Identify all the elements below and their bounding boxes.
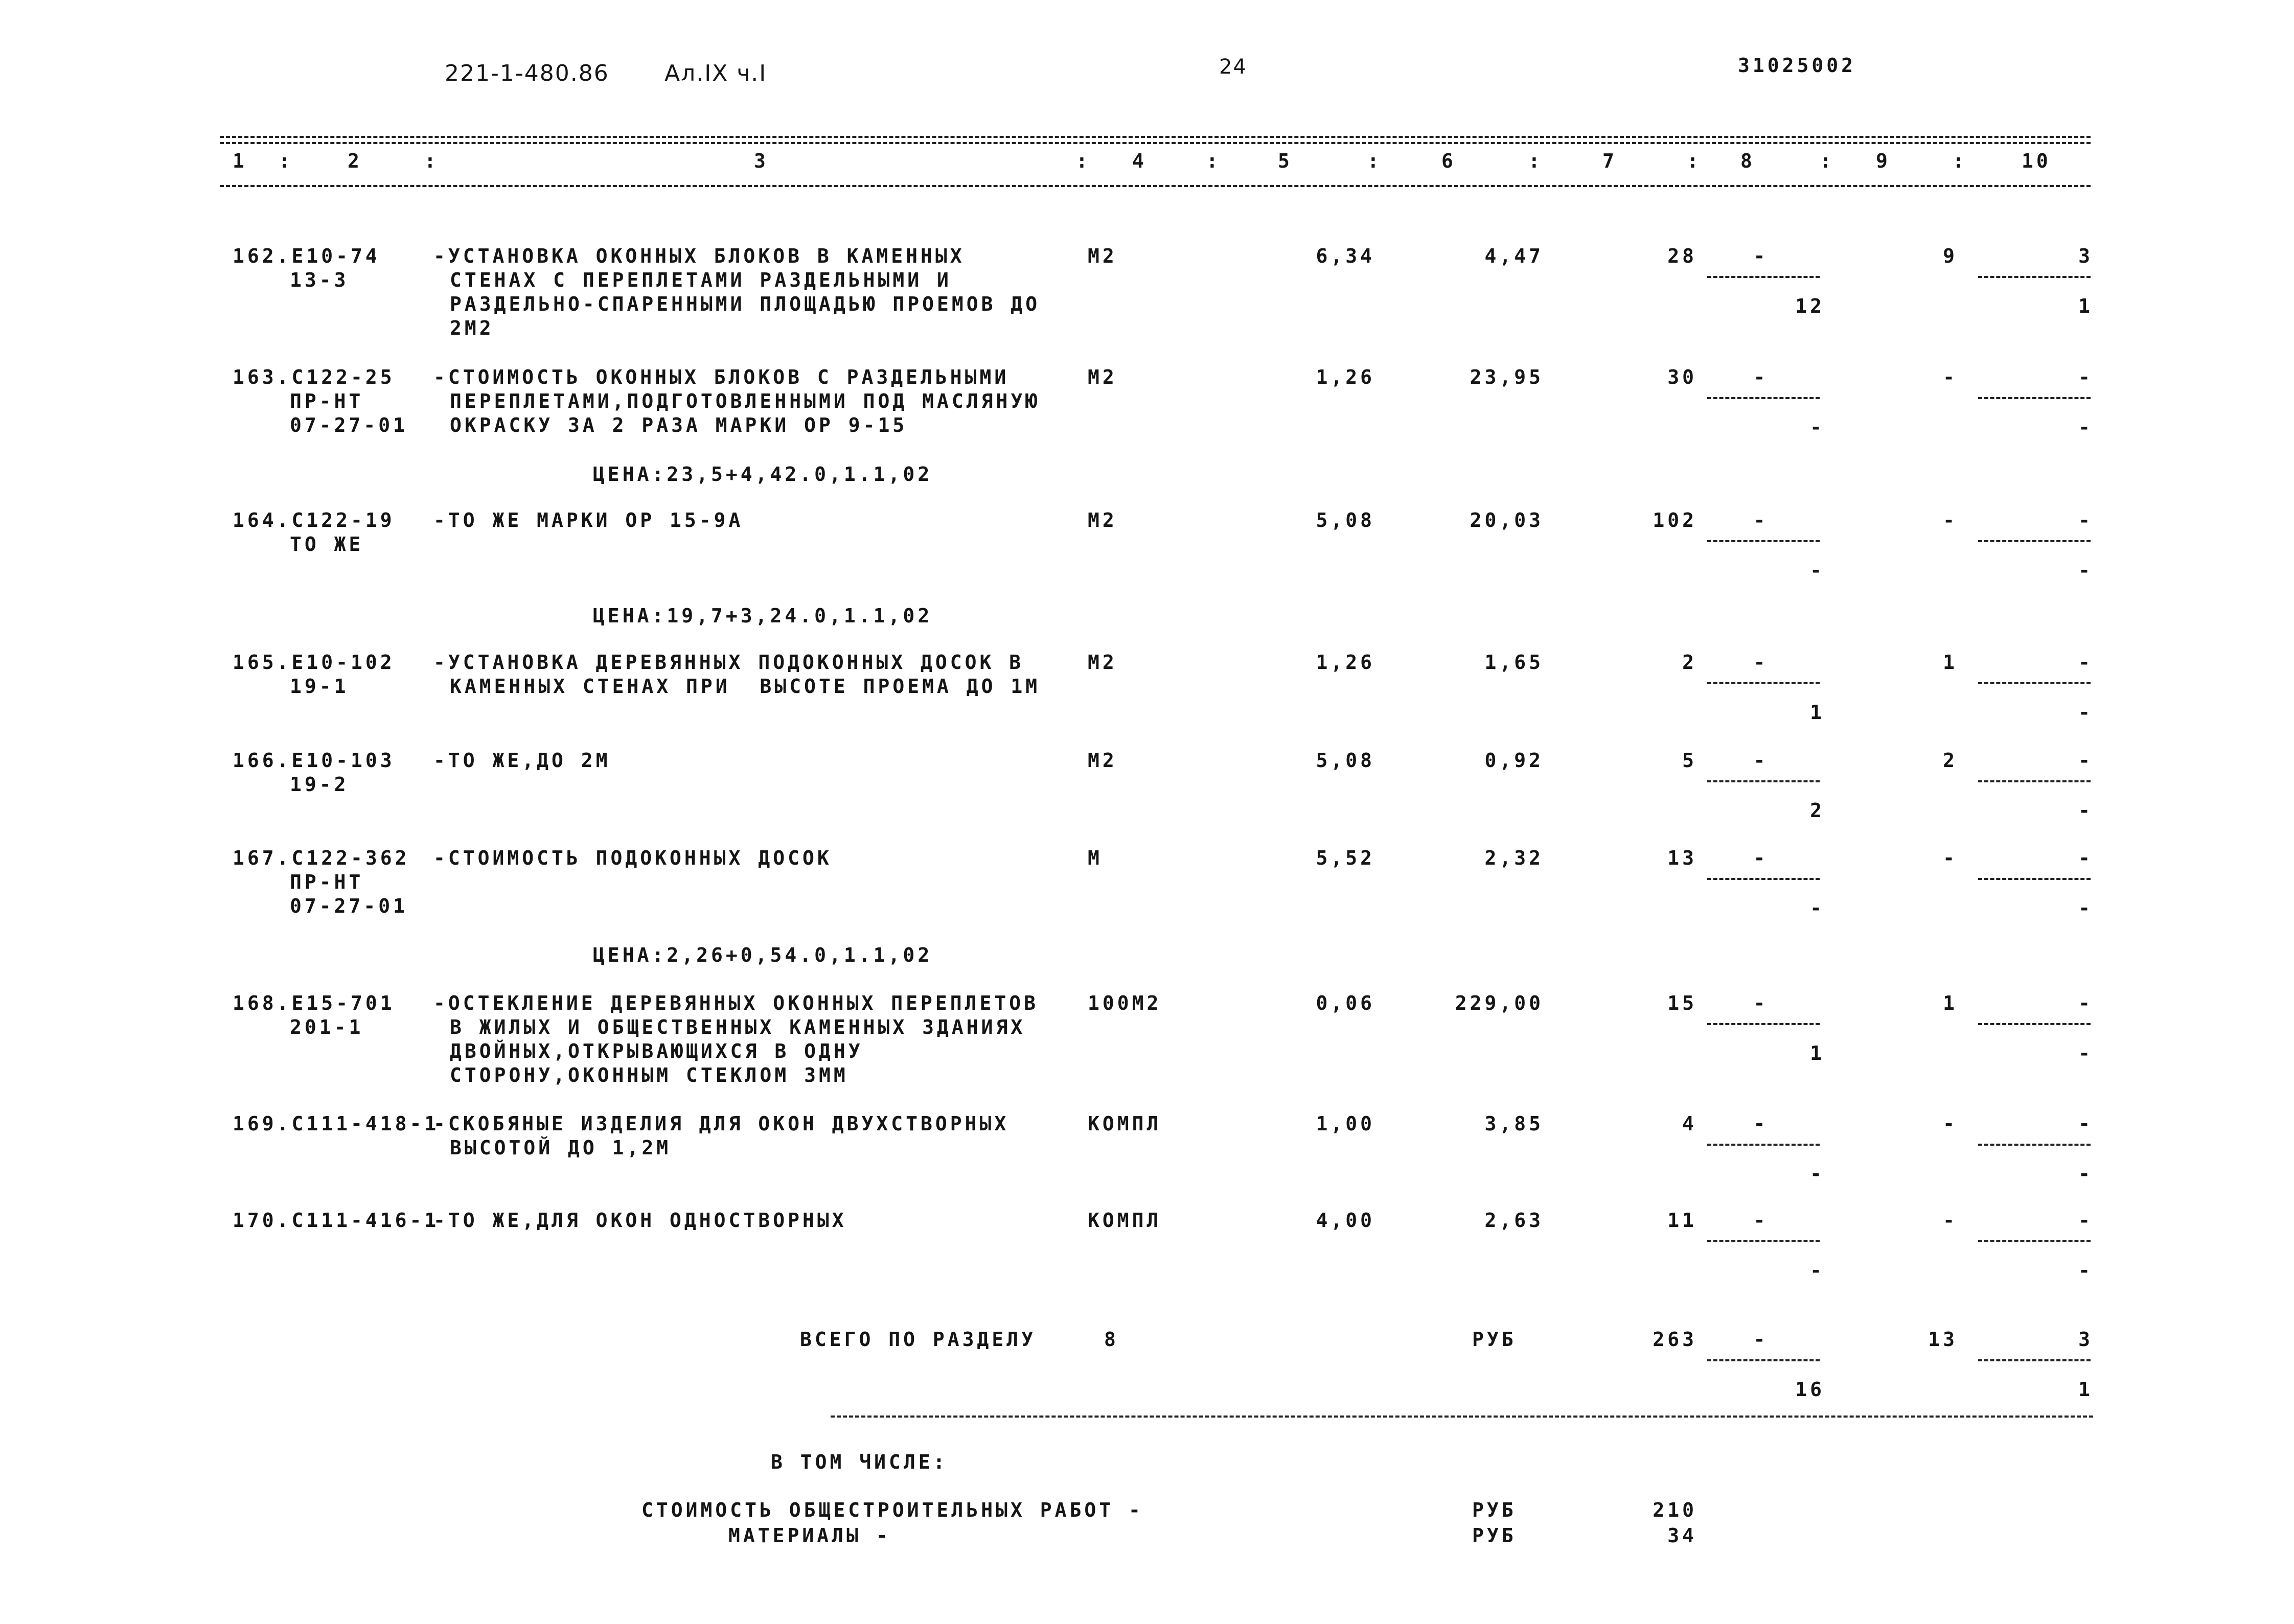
row-total: 2 (1682, 651, 1697, 674)
row-description: СТЕНАХ С ПЕРЕПЛЕТАМИ РАЗДЕЛЬНЫМИ И (450, 269, 952, 291)
row-col10-rule (1978, 397, 2091, 399)
row-col8-bottom: 12 (1795, 295, 1825, 317)
row-description: -ТО ЖЕ МАРКИ ОР 15-9А (433, 509, 744, 531)
total-sum: 263 (1653, 1328, 1697, 1351)
row-col10-bottom: - (2078, 416, 2093, 438)
row-unit-price: 0,92 (1484, 749, 1544, 772)
row-col8-rule (1707, 1144, 1820, 1146)
header-bottom-rule (220, 185, 2091, 187)
row-code: 13-3 (290, 269, 349, 291)
row-col10-rule (1978, 1240, 2091, 1242)
row-unit-price: 2,32 (1484, 847, 1544, 869)
row-quantity: 5,52 (1316, 847, 1375, 869)
including-label: В ТОМ ЧИСЛЕ: (771, 1451, 948, 1473)
column-separator: : (424, 150, 439, 172)
row-col10-bottom: - (2078, 799, 2093, 822)
column-separator: : (1953, 150, 1967, 172)
row-col10-top: - (2078, 1209, 2093, 1232)
row-col10-bottom: - (2078, 701, 2093, 724)
row-unit-price: 23,95 (1470, 366, 1544, 388)
row-col8-bottom: - (1810, 1163, 1825, 1185)
row-price-note: ЦЕНА:19,7+3,24.0,1.1,02 (593, 605, 933, 627)
row-col10-rule (1978, 682, 2091, 684)
row-description: -СТОИМОСТЬ ОКОННЫХ БЛОКОВ С РАЗДЕЛЬНЫМИ (433, 366, 1010, 388)
row-code: 162.Е10-74 (233, 245, 380, 267)
row-unit: М2 (1088, 366, 1117, 388)
row-unit: КОМПЛ (1088, 1112, 1162, 1135)
row-col8-bottom: 2 (1810, 799, 1825, 822)
total-col10-rule (1978, 1359, 2091, 1361)
row-unit: М2 (1088, 651, 1117, 674)
doc-number: 31025002 (1738, 54, 1856, 77)
row-col8-bottom: 1 (1810, 701, 1825, 724)
row-col10-top: - (2078, 509, 2093, 531)
column-header-1: 1 (233, 150, 247, 172)
row-col8-rule (1707, 780, 1820, 782)
row-col8-bottom: - (1810, 897, 1825, 919)
row-description: ОКРАСКУ ЗА 2 РАЗА МАРКИ ОР 9-15 (450, 414, 908, 436)
row-unit: КОМПЛ (1088, 1209, 1162, 1232)
row-col9: 1 (1943, 992, 1958, 1014)
row-unit-price: 229,00 (1455, 992, 1544, 1014)
row-col10-top: - (2078, 992, 2093, 1014)
total-col8-rule (1707, 1359, 1820, 1361)
row-col8-rule (1707, 1240, 1820, 1242)
row-col9: 2 (1943, 749, 1958, 772)
row-description: СТОРОНУ,ОКОННЫМ СТЕКЛОМ 3ММ (450, 1064, 848, 1086)
row-col10-bottom: - (2078, 559, 2093, 582)
row-col10-rule (1978, 276, 2091, 278)
including-item-label: МАТЕРИАЛЫ - (728, 1524, 891, 1547)
row-col10-top: - (2078, 651, 2093, 674)
row-description: -ТО ЖЕ,ДЛЯ ОКОН ОДНОСТВОРНЫХ (433, 1209, 847, 1232)
row-description: КАМЕННЫХ СТЕНАХ ПРИ ВЫСОТЕ ПРОЕМА ДО 1М (450, 675, 1041, 698)
header-top-rule-2 (220, 142, 2091, 144)
row-col10-top: 3 (2078, 245, 2093, 267)
row-description: -СТОИМОСТЬ ПОДОКОННЫХ ДОСОК (433, 847, 832, 869)
column-header-2: 2 (348, 150, 362, 172)
row-col9: - (1943, 1209, 1958, 1232)
row-col9: - (1943, 847, 1958, 869)
row-total: 28 (1667, 245, 1697, 267)
column-header-5: 5 (1278, 150, 1293, 172)
row-description: -СКОБЯНЫЕ ИЗДЕЛИЯ ДЛЯ ОКОН ДВУХСТВОРНЫХ (433, 1112, 1010, 1135)
column-separator: : (1367, 150, 1382, 172)
row-col8-bottom: 1 (1810, 1042, 1825, 1064)
row-code: 07-27-01 (290, 895, 408, 917)
row-description: РАЗДЕЛЬНО-СПАРЕННЫМИ ПЛОЩАДЬЮ ПРОЕМОВ ДО (450, 293, 1041, 315)
row-total: 5 (1682, 749, 1697, 772)
row-code: ТО ЖЕ (290, 533, 364, 555)
including-item-unit: РУБ (1472, 1524, 1517, 1547)
row-quantity: 1,26 (1316, 366, 1375, 388)
total-section-number: 8 (1104, 1328, 1119, 1351)
row-unit: М2 (1088, 245, 1117, 267)
row-unit: 100М2 (1088, 992, 1162, 1014)
row-col10-rule (1978, 780, 2091, 782)
column-header-8: 8 (1740, 150, 1755, 172)
column-header-7: 7 (1602, 150, 1617, 172)
row-quantity: 4,00 (1316, 1209, 1375, 1232)
including-item-value: 210 (1653, 1499, 1697, 1521)
row-description: -УСТАНОВКА ОКОННЫХ БЛОКОВ В КАМЕННЫХ (433, 245, 965, 267)
row-col8-top: - (1753, 366, 1769, 388)
column-header-3: 3 (754, 150, 769, 172)
row-col10-top: - (2078, 366, 2093, 388)
row-code: 166.Е10-103 (233, 749, 395, 772)
row-total: 11 (1667, 1209, 1697, 1232)
doc-code: 221-1-480.86 (445, 60, 609, 86)
row-col9: - (1943, 1112, 1958, 1135)
total-col8-bottom: 16 (1795, 1378, 1825, 1401)
column-header-6: 6 (1441, 150, 1456, 172)
row-col10-rule (1978, 878, 2091, 880)
header-top-rule (220, 136, 2091, 138)
total-col9: 13 (1928, 1328, 1958, 1351)
row-quantity: 6,34 (1316, 245, 1375, 267)
row-description: ДВОЙНЫХ,ОТКРЫВАЮЩИХСЯ В ОДНУ (450, 1040, 863, 1062)
row-total: 30 (1667, 366, 1697, 388)
row-code: 169.С111-418-1 (233, 1112, 440, 1135)
column-separator: : (1206, 150, 1221, 172)
row-col8-top: - (1753, 651, 1769, 674)
total-col8-top: - (1753, 1328, 1769, 1351)
row-col10-bottom: 1 (2078, 295, 2093, 317)
row-code: ПР-НТ (290, 390, 364, 412)
row-col9: - (1943, 509, 1958, 531)
column-header-10: 10 (2022, 150, 2051, 172)
row-code: 165.Е10-102 (233, 651, 395, 674)
row-code: 168.Е15-701 (233, 992, 395, 1014)
row-description: ВЫСОТОЙ ДО 1,2М (450, 1136, 672, 1159)
row-description: -ОСТЕКЛЕНИЕ ДЕРЕВЯННЫХ ОКОННЫХ ПЕРЕПЛЕТОВ (433, 992, 1039, 1014)
column-separator: : (1076, 150, 1091, 172)
row-col8-rule (1707, 878, 1820, 880)
row-price-note: ЦЕНА:2,26+0,54.0,1.1,02 (593, 944, 933, 966)
row-code: 170.С111-416-1 (233, 1209, 440, 1232)
row-col10-rule (1978, 540, 2091, 542)
row-code: 164.С122-19 (233, 509, 395, 531)
column-header-9: 9 (1876, 150, 1891, 172)
row-code: 19-1 (290, 675, 349, 698)
row-code: 163.С122-25 (233, 366, 395, 388)
row-col8-top: - (1753, 1209, 1769, 1232)
column-separator: : (1820, 150, 1834, 172)
row-unit-price: 4,47 (1484, 245, 1544, 267)
row-col8-rule (1707, 276, 1820, 278)
row-col10-bottom: - (2078, 1259, 2093, 1282)
row-col8-top: - (1753, 749, 1769, 772)
row-description: ПЕРЕПЛЕТАМИ,ПОДГОТОВЛЕННЫМИ ПОД МАСЛЯНУЮ (450, 390, 1041, 412)
row-code: 167.С122-362 (233, 847, 410, 869)
total-col10-bottom: 1 (2078, 1378, 2093, 1401)
row-col10-rule (1978, 1144, 2091, 1146)
row-total: 13 (1667, 847, 1697, 869)
row-unit: М2 (1088, 749, 1117, 772)
row-price-note: ЦЕНА:23,5+4,42.0,1.1,02 (593, 463, 933, 485)
row-col8-rule (1707, 397, 1820, 399)
row-unit-price: 3,85 (1484, 1112, 1544, 1135)
row-unit-price: 1,65 (1484, 651, 1544, 674)
row-quantity: 5,08 (1316, 509, 1375, 531)
row-col8-bottom: - (1810, 559, 1825, 582)
row-code: 19-2 (290, 773, 349, 796)
row-col9: 1 (1943, 651, 1958, 674)
row-col8-top: - (1753, 992, 1769, 1014)
row-total: 102 (1653, 509, 1697, 531)
including-item-value: 34 (1667, 1524, 1697, 1547)
row-col10-bottom: - (2078, 1042, 2093, 1064)
row-col8-bottom: - (1810, 416, 1825, 438)
column-separator: : (1687, 150, 1702, 172)
total-label: ВСЕГО ПО РАЗДЕЛУ (800, 1328, 1037, 1351)
album-label: Ал.IX ч.I (664, 60, 767, 86)
row-col10-top: - (2078, 847, 2093, 869)
row-col9: - (1943, 366, 1958, 388)
row-description: -ТО ЖЕ,ДО 2М (433, 749, 611, 772)
row-quantity: 5,08 (1316, 749, 1375, 772)
row-col9: 9 (1943, 245, 1958, 267)
row-code: 07-27-01 (290, 414, 408, 436)
row-quantity: 1,00 (1316, 1112, 1375, 1135)
row-unit: М (1088, 847, 1103, 869)
row-unit: М2 (1088, 509, 1117, 531)
total-col10-top: 3 (2078, 1328, 2093, 1351)
row-code: ПР-НТ (290, 871, 364, 893)
row-description: -УСТАНОВКА ДЕРЕВЯННЫХ ПОДОКОННЫХ ДОСОК В (433, 651, 1024, 674)
column-separator: : (1528, 150, 1543, 172)
row-unit-price: 2,63 (1484, 1209, 1544, 1232)
row-col8-rule (1707, 682, 1820, 684)
row-col8-rule (1707, 540, 1820, 542)
row-total: 4 (1682, 1112, 1697, 1135)
including-item-label: СТОИМОСТЬ ОБЩЕСТРОИТЕЛЬНЫХ РАБОТ - (641, 1499, 1143, 1521)
page-number: 24 (1219, 55, 1247, 79)
total-unit: РУБ (1472, 1328, 1517, 1351)
row-col8-bottom: - (1810, 1259, 1825, 1282)
row-col8-rule (1707, 1023, 1820, 1025)
row-col8-top: - (1753, 245, 1769, 267)
row-description: В ЖИЛЫХ И ОБЩЕСТВЕННЫХ КАМЕННЫХ ЗДАНИЯХ (450, 1016, 1026, 1038)
row-col10-top: - (2078, 749, 2093, 772)
row-col10-top: - (2078, 1112, 2093, 1135)
total-rule (831, 1416, 2093, 1418)
column-separator: : (279, 150, 293, 172)
column-header-4: 4 (1132, 150, 1147, 172)
row-quantity: 1,26 (1316, 651, 1375, 674)
row-quantity: 0,06 (1316, 992, 1375, 1014)
row-total: 15 (1667, 992, 1697, 1014)
including-item-unit: РУБ (1472, 1499, 1517, 1521)
row-col8-top: - (1753, 509, 1769, 531)
row-col8-top: - (1753, 1112, 1769, 1135)
row-col8-top: - (1753, 847, 1769, 869)
row-col10-bottom: - (2078, 1163, 2093, 1185)
row-description: 2М2 (450, 317, 494, 339)
row-col10-bottom: - (2078, 897, 2093, 919)
row-code: 201-1 (290, 1016, 364, 1038)
row-unit-price: 20,03 (1470, 509, 1544, 531)
row-col10-rule (1978, 1023, 2091, 1025)
